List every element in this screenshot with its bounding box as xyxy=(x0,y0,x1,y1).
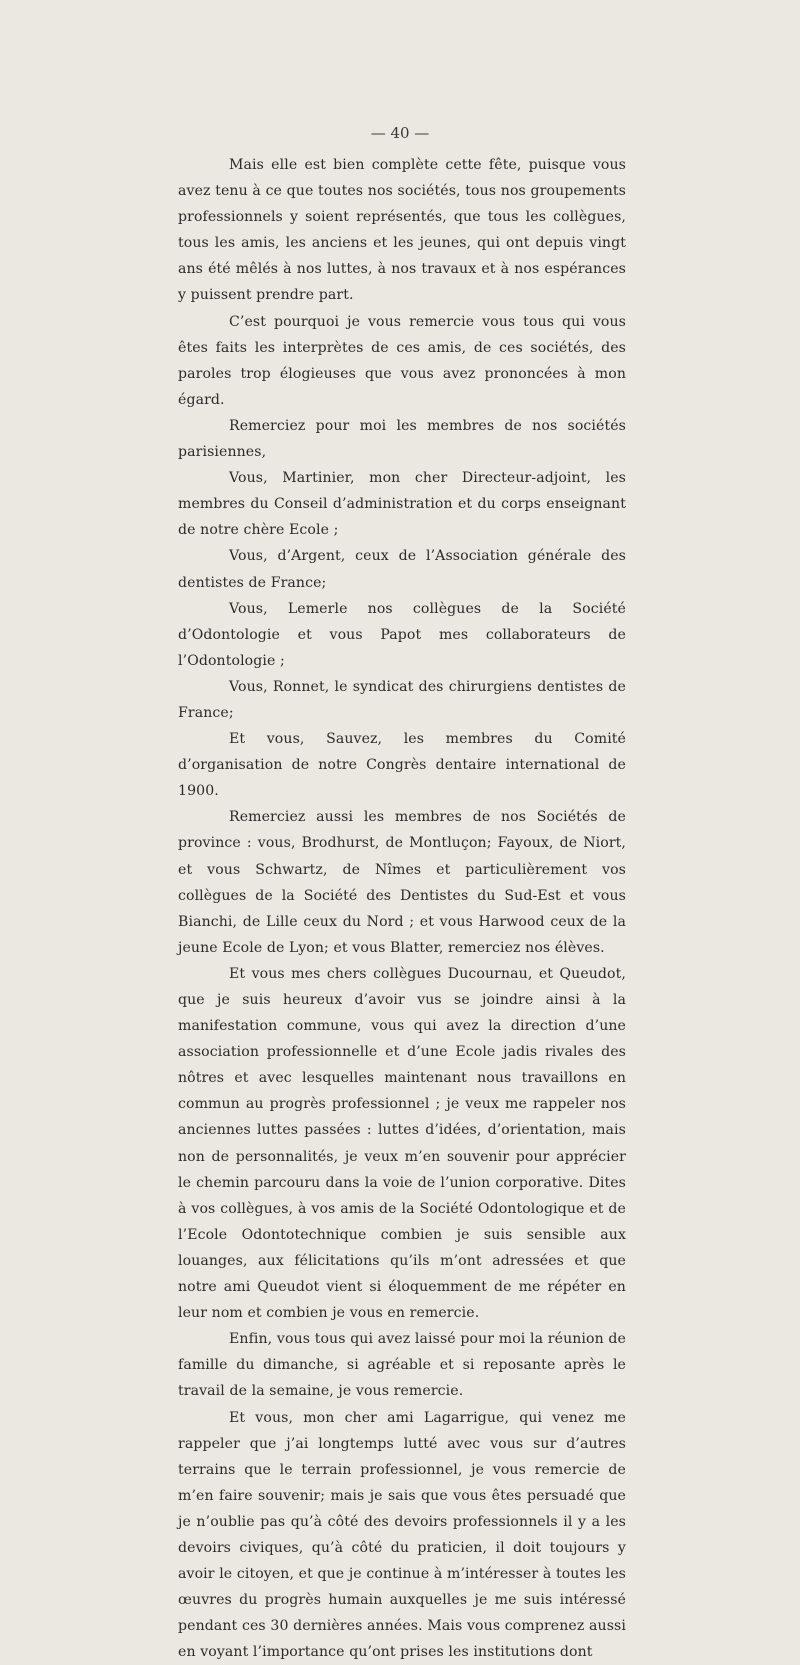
paragraph: Et vous mes chers collègues Ducournau, et Queudot, que je suis heureux d’avoir vus se joindre ainsi à la manifestation commune, vous qui avez la direction d’une association professionnelle et d’une Ecole jadis rivales des nôtres et avec lesquelles maintenant nous travaillons en commun au progrès professionnel ; je veux me rappeler nos anciennes luttes passées : luttes d’idées, d’orientation, mais non de personnalités, je veux m’en souvenir pour apprécier le chemin parcouru dans la voie de l’union corporative. Dites à vos collègues, à vos amis de la Société Odontologique et de l’Ecole Odontotechnique combien je suis sensible aux louanges, aux félicitations qu’ils m’ont adressées et que notre ami Queudot vient si éloquemment de me répéter en leur nom et combien je vous en remercie. xyxy=(178,961,626,1326)
page-number: — 40 — xyxy=(0,124,800,142)
paragraph: Mais elle est bien complète cette fête, puisque vous avez tenu à ce que toutes nos sociétés, tous nos groupements professionnels y soient représentés, que tous les collègues, tous les amis, les anciens et les jeunes, qui ont depuis vingt ans été mêlés à nos luttes, à nos travaux et à nos espérances y puissent prendre part. xyxy=(178,152,626,309)
paragraph: C’est pourquoi je vous remercie vous tous qui vous êtes faits les interprètes de ces amis, de ces sociétés, des paroles trop élogieuses que vous avez prononcées à mon égard. xyxy=(178,309,626,413)
paragraph: Vous, Ronnet, le syndicat des chirurgiens dentistes de France; xyxy=(178,674,626,726)
paragraph: Vous, Martinier, mon cher Directeur-adjoint, les membres du Conseil d’administration et du corps enseignant de notre chère Ecole ; xyxy=(178,465,626,543)
paragraph: Et vous, Sauvez, les membres du Comité d’organisation de notre Congrès dentaire international de 1900. xyxy=(178,726,626,804)
body-text xyxy=(178,152,626,1665)
paragraph: Remerciez aussi les membres de nos Sociétés de province : vous, Brodhurst, de Montluçon; Fayoux, de Niort, et vous Schwartz, de Nîmes et particulièrement vos collègues de la Société des Dentistes du Sud-Est et vous Bianchi, de Lille ceux du Nord ; et vous Harwood ceux de la jeune Ecole de Lyon; et vous Blatter, remerciez nos élèves. xyxy=(178,804,626,961)
paragraph: Remerciez pour moi les membres de nos sociétés parisiennes, xyxy=(178,413,626,465)
paragraph: Vous, d’Argent, ceux de l’Association générale des dentistes de France; xyxy=(178,543,626,595)
paragraph: Enfin, vous tous qui avez laissé pour moi la réunion de famille du dimanche, si agréable et si reposante après le travail de la semaine, je vous remercie. xyxy=(178,1326,626,1404)
paragraph: Vous, Lemerle nos collègues de la Société d’Odontologie et vous Papot mes collaborateurs de l’Odontologie ; xyxy=(178,596,626,674)
paragraph: Et vous, mon cher ami Lagarrigue, qui venez me rappeler que j’ai longtemps lutté avec vous sur d’autres terrains que le terrain professionnel, je vous remercie de m’en faire souvenir; mais je sais que vous êtes persuadé que je n’oublie pas qu’à côté des devoirs professionnels il y a les devoirs civiques, qu’à côté du praticien, il doit toujours y avoir le citoyen, et que je continue à m’intéresser à toutes les œuvres du progrès humain auxquelles je me suis intéressé pendant ces 30 dernières années. Mais vous comprenez aussi en voyant l’importance qu’ont prises les institutions dont xyxy=(178,1405,626,1665)
